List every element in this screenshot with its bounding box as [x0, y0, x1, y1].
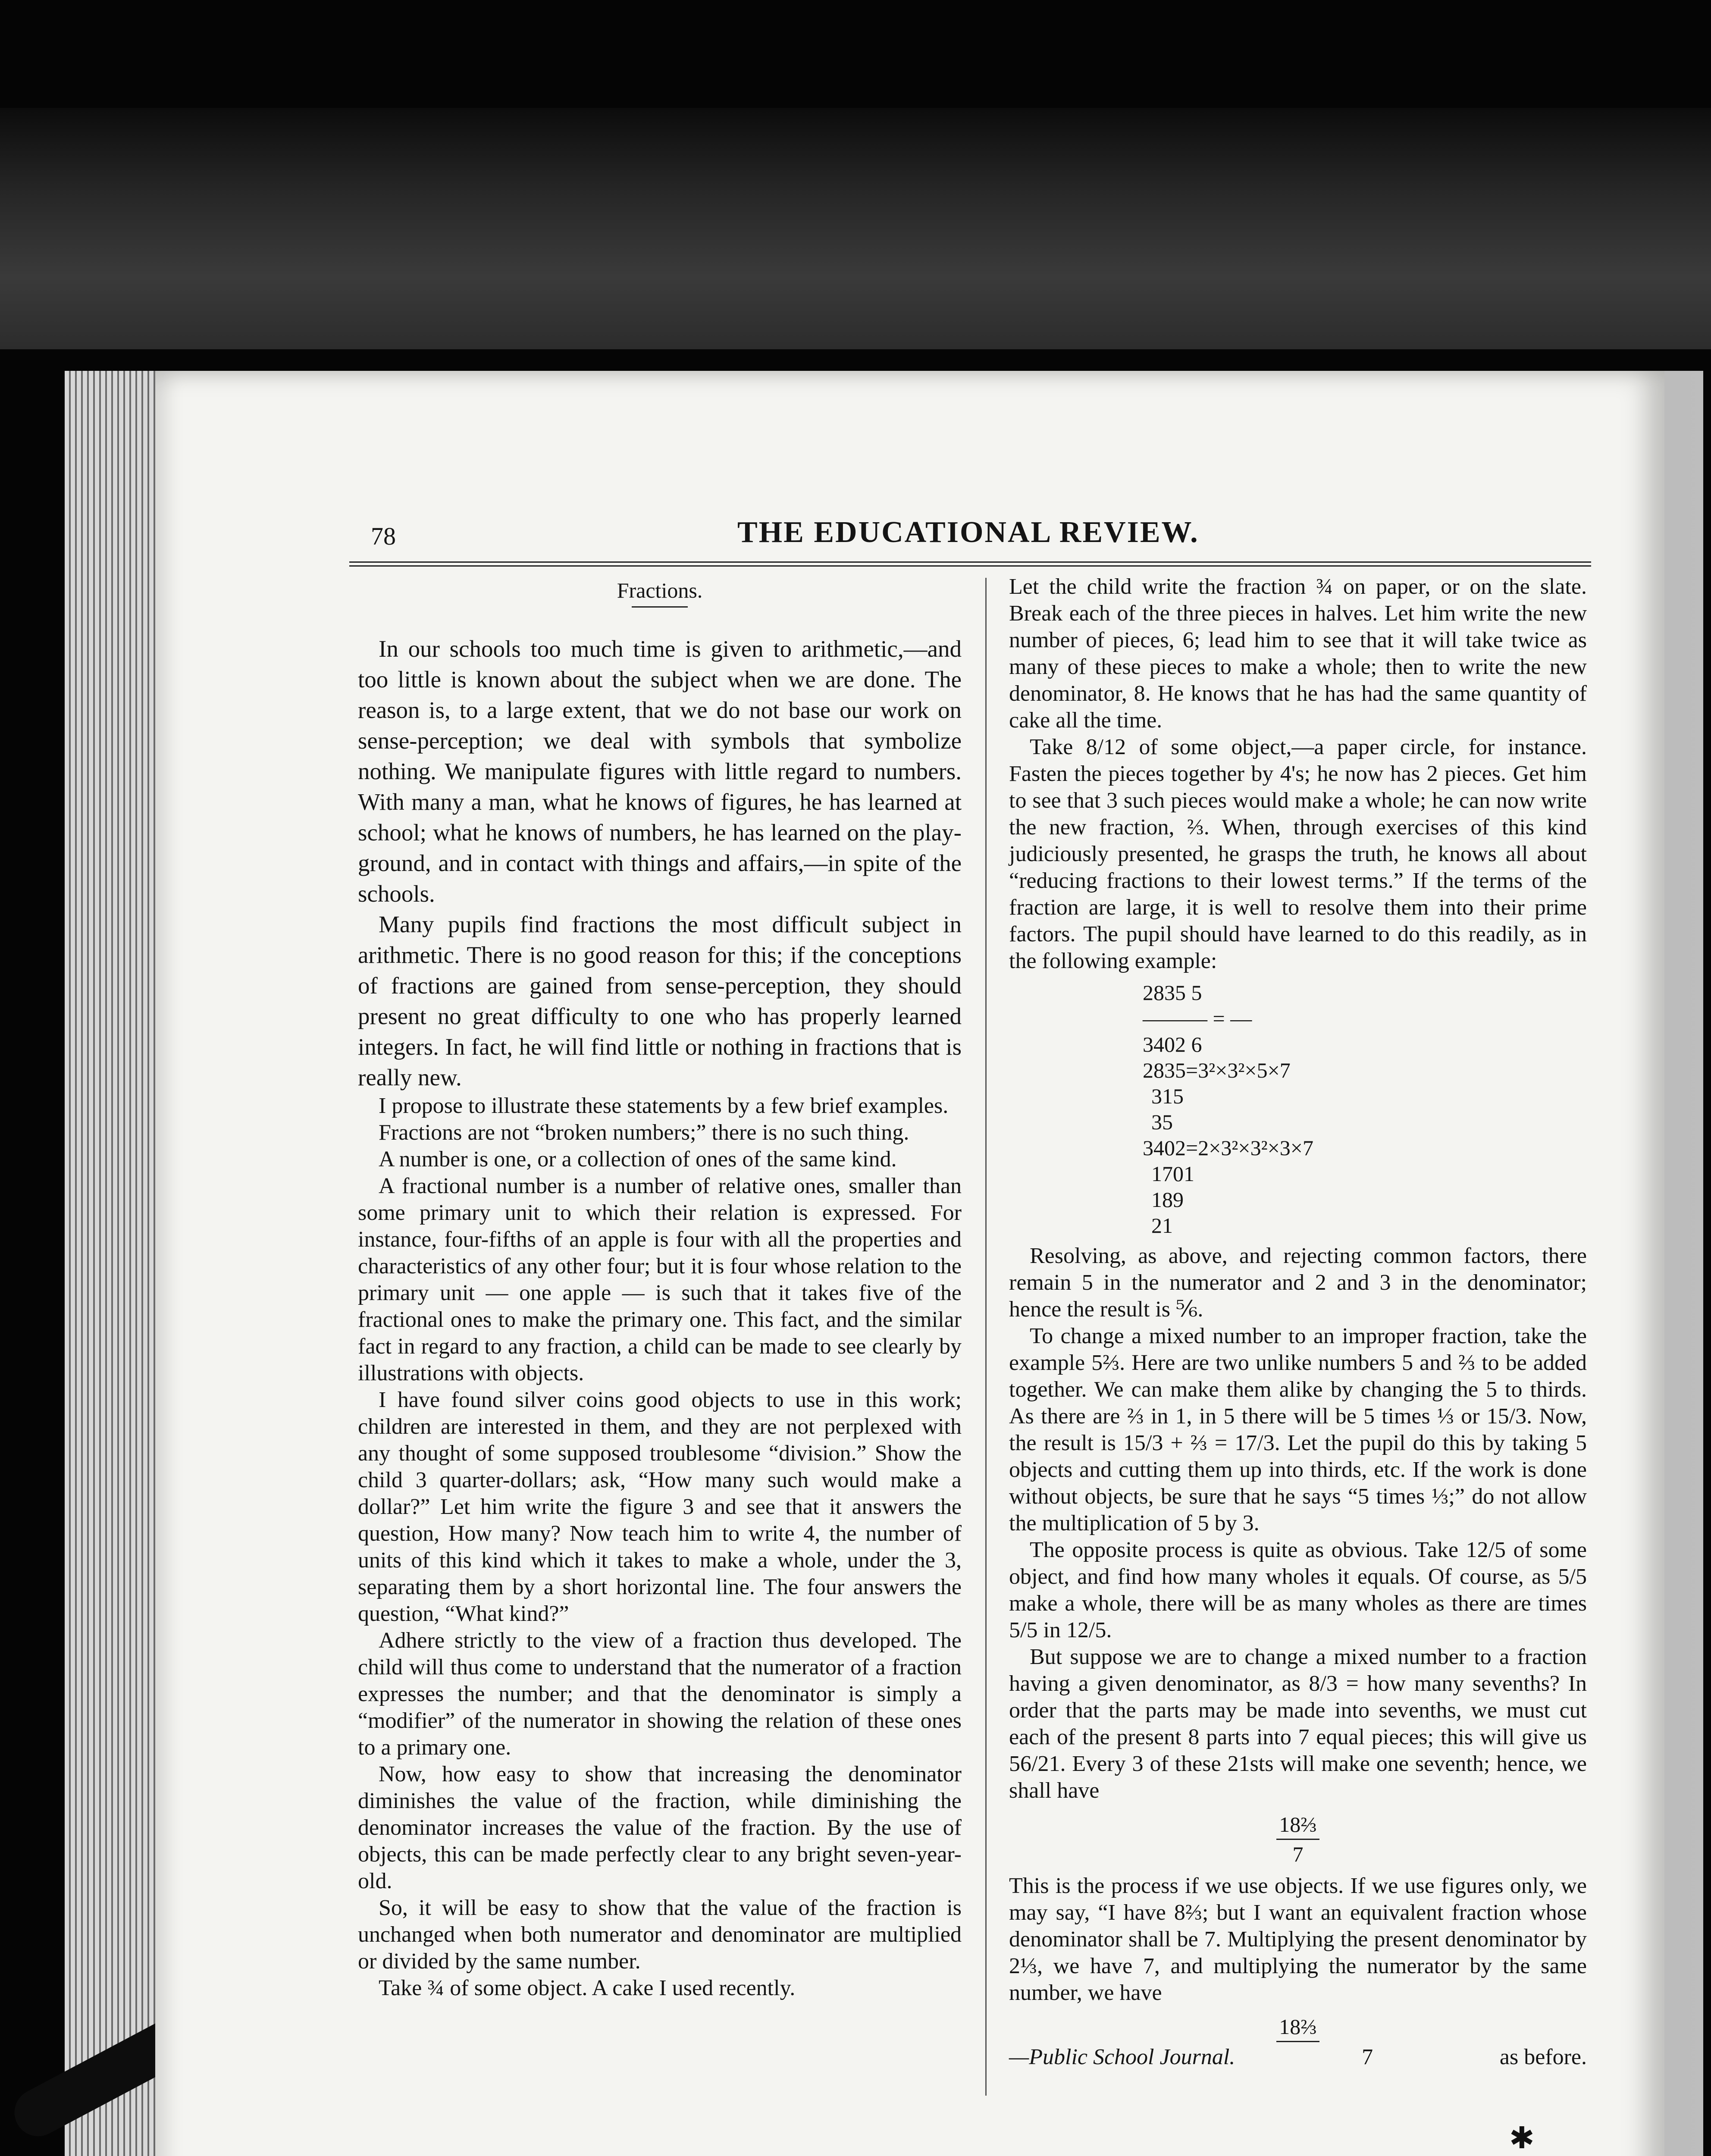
- paragraph: So, it will be easy to show that the value of the fraction is unchanged when both numerator and denominator are multiplied or divided by the same number.: [358, 1896, 962, 1974]
- factorization-example: [1143, 980, 1587, 1238]
- paragraph: A fractional number is a number of relative ones, smaller than some primary unit to which their relation is expressed. For instance, four-fifths of an apple is four with all the properties and characteristics of any other four; but it is four whose relation to the primary unit — one apple — is such that it takes five of the fractional ones to make the primary one. This fact, and the similar fact in regard to any fraction, a child can be made to see clearly by illustrations with objects.: [358, 1174, 962, 1385]
- math-line: 3402 6: [1143, 1032, 1202, 1056]
- math-line: 189: [1151, 1188, 1184, 1212]
- paragraph: But suppose we are to change a mixed number to a fraction having a given denominator, as 8/3 = how many sevenths? In order that the parts may be made into sevenths, we must cut each of the present 8 parts into 7 equal pieces; this will give us 56/21. Every 3 of these 21sts will make one seventh; hence, we shall have: [1009, 1645, 1587, 1803]
- paragraph: Let the child write the fraction ¾ on paper, or on the slate. Break each of the three pieces in halves. Let him write the new number of pieces, 6; lead him to see that it will take twice as many of these pieces to make a whole; then to write the new denominator, 8. He knows that he has had the same quantity of cake all the time.: [1009, 574, 1587, 733]
- book-page: [155, 371, 1664, 2156]
- math-line: 3402=2×3²×3²×3×7: [1143, 1136, 1313, 1160]
- article-footer: [1009, 2044, 1587, 2071]
- page-edges: [65, 371, 160, 2156]
- paragraph: I have found silver coins good objects to use in this work; children are interested in them, and they are not perplexed with any thought of some supposed troublesome “division.” Show the child 3 quarter-dollars; ask, “How many such would make a dollar?” Let him write the figure 3 and see that it answers the question, How many? Now teach him to write 4, the number of units of this kind which it takes to make a whole, under the 3, separating them by a short horizontal line. The four answers the question, “What kind?”: [358, 1388, 962, 1626]
- column-divider: [985, 578, 987, 2096]
- paragraph: Fractions are not “broken numbers;” there is no such thing.: [379, 1120, 909, 1145]
- fraction-display: [1009, 2014, 1587, 2042]
- fraction-bar: [1276, 1839, 1319, 1840]
- math-line: 315: [1151, 1084, 1184, 1108]
- title-rule: [632, 606, 688, 608]
- bug-speck-icon: ✱: [1509, 2122, 1535, 2155]
- fraction-numerator: 18⅔: [1279, 2015, 1317, 2039]
- paragraph: A number is one, or a collection of ones of the same kind.: [379, 1147, 897, 1172]
- right-column: [1009, 573, 1587, 2071]
- paragraph: Take ¾ of some object. A cake I used recently.: [379, 1976, 796, 2000]
- paragraph: Take 8/12 of some object,—a paper circle, for instance. Fasten the pieces together by 4's; he now has 2 pieces. Get him to see that 3 such pieces would make a whole; he can now write the new fraction, ⅔. When, through exercises of this kind judiciously presented, he grasps the truth, he knows all about “reducing fractions to their lowest terms.” If the terms of the fraction are large, it is well to resolve them into their prime factors. The pupil should have learned to do this readily, as in the following example:: [1009, 735, 1587, 973]
- math-line: 21: [1151, 1213, 1173, 1238]
- paragraph: Adhere strictly to the view of a fraction thus developed. The child will thus come to understand that the numerator of a fraction expresses the number; and that the denominator is simply a “modifier” of the numerator in showing the relation of these ones to a primary one.: [358, 1628, 962, 1760]
- microfilm-background: [0, 108, 1711, 349]
- fraction-display: [1009, 1812, 1587, 1867]
- math-line: 35: [1151, 1110, 1173, 1134]
- fraction-denominator: 7: [1292, 1842, 1304, 1866]
- paragraph: Resolving, as above, and rejecting common factors, there remain 5 in the numerator and 2 and 3 in the denominator; hence the result is ⅚.: [1009, 1244, 1587, 1322]
- article-title: Fractions.: [617, 578, 703, 602]
- fraction-numerator: 18⅔: [1279, 1812, 1317, 1836]
- paragraph: Many pupils find fractions the most difficult subject in arithmetic. There is no good reason for this; if the conceptions of fractions are gained from sense-perception, they should present no great difficulty to one who has properly learned integers. In fact, he will find little or nothing in fractions that is really new.: [358, 911, 962, 1091]
- left-column: [358, 573, 962, 2002]
- paragraph: This is the process if we use objects. If we use figures only, we may say, “I have 8⅔; but I want an equivalent fraction whose denominator shall be 7. Multiplying the present denominator by 2⅓, we have 7, and multiplying the numerator by the same number, we have: [1009, 1874, 1587, 2005]
- paragraph: The opposite process is quite as obvious. Take 12/5 of some object, and find how many wholes it equals. Of course, as 5/5 make a whole, there will be as many wholes as there are times 5/5 in 12/5.: [1009, 1538, 1587, 1642]
- math-line: 1701: [1151, 1162, 1194, 1186]
- journal-title: THE EDUCATIONAL REVIEW.: [737, 516, 1199, 549]
- paragraph: Now, how easy to show that increasing the denominator diminishes the value of the fraction, while diminishing the denominator increases the value of the fraction. By the use of objects, this can be made perfectly clear to any bright seven-year-old.: [358, 1762, 962, 1893]
- math-line: ——— = —: [1143, 1006, 1252, 1031]
- paragraph: In our schools too much time is given to arithmetic,—and too little is known about the subject when we are done. The reason is, to a large extent, that we do not base our work on sense-perception; we deal with symbols that symbolize nothing. We manipulate figures with little regard to numbers. With many a man, what he knows of figures, he has learned at school; what he knows of numbers, he has learned on the play-ground, and in contact with things and affairs,—in spite of the schools.: [358, 636, 962, 907]
- page-number: 78: [371, 522, 396, 550]
- math-line: 2835=3²×3²×5×7: [1143, 1058, 1291, 1082]
- paragraph: To change a mixed number to an improper fraction, take the example 5⅔. Here are two unlike numbers 5 and ⅔ to be added together. We can make them alike by changing the 5 to thirds. As there are ⅔ in 1, in 5 there will be 5 times ⅓ or 15/3. Now, the result is 15/3 + ⅔ = 17/3. Let the pupil do this by taking 5 objects and cutting them up into thirds, etc. If the work is done without objects, be sure that he says “5 times ⅓;” do not allow the multiplication of 5 by 3.: [1009, 1324, 1587, 1536]
- header-rule: [349, 561, 1591, 567]
- fraction-bar: [1276, 2041, 1319, 2042]
- fraction-denominator: 7: [1362, 2045, 1373, 2069]
- math-line: 2835 5: [1143, 981, 1202, 1005]
- paragraph: I propose to illustrate these statements by a few brief examples.: [379, 1094, 949, 1118]
- source-attribution: —Public School Journal.: [1009, 2045, 1235, 2069]
- closing-text: as before.: [1499, 2045, 1587, 2069]
